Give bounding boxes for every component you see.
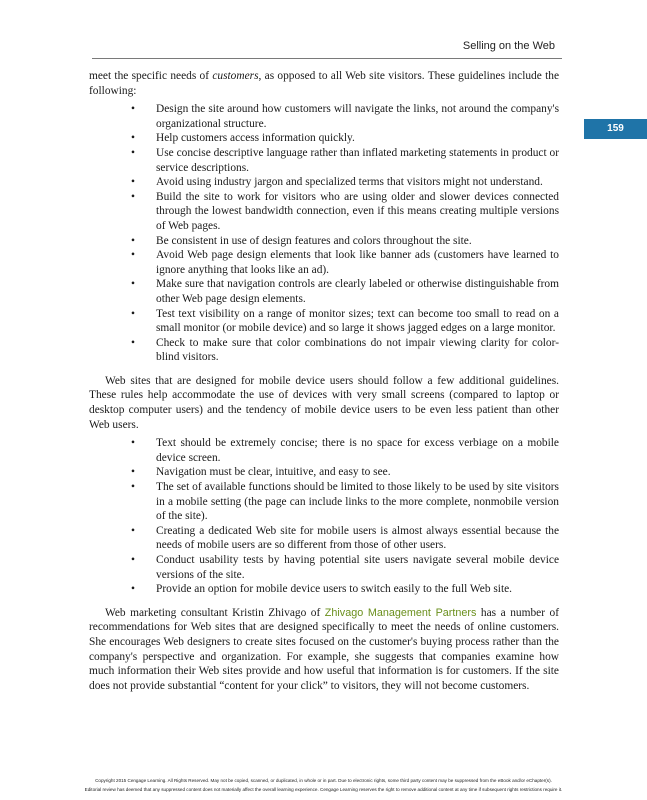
- list-item: • Check to make sure that color combinations do not impair viewing clarity for color-blind visitors.: [156, 336, 559, 365]
- copyright-line-2: Editorial review has deemed that any suppressed content does not materially affect the overall learning experience. Cengage Learning reserves the right to remove additional content at any time if subsequent rights restrictions require it.: [84, 786, 563, 792]
- intro-emphasis: customers: [212, 70, 259, 82]
- page-number-tab: 159: [584, 119, 647, 139]
- mobile-intro-paragraph: Web sites that are designed for mobile device users should follow a few additional guidelines. These rules help accommodate the use of devices with very small screens (compared to laptop or desktop computer users) and the tendency of mobile device users to be even less patient than other Web users.: [89, 374, 559, 431]
- copyright-line-1: Copyright 2015 Cengage Learning. All Rights Reserved. May not be copied, scanned, or duplicated, in whole or in part. Due to electronic rights, some third party content may be suppressed from the eBook and/or eChapter(s).: [95, 778, 552, 783]
- list-item: • Use concise descriptive language rather than inflated marketing statements in product or service descriptions.: [156, 146, 559, 175]
- zhivago-partners-link[interactable]: Zhivago Management Partners: [324, 606, 477, 619]
- list-item: • Conduct usability tests by having potential site users navigate several mobile device versions of the site.: [156, 553, 559, 582]
- closing-paragraph: [89, 606, 559, 694]
- running-head: Selling on the Web: [462, 40, 555, 52]
- list-item: • Avoid using industry jargon and specialized terms that visitors might not understand.: [156, 175, 559, 190]
- list-item: • The set of available functions should be limited to those likely to be used by site visitors in a mobile setting (the page can include links to the more complete, nonmobile version of the site).: [156, 480, 559, 524]
- list-item: • Design the site around how customers will navigate the links, not around the company's organizational structure.: [156, 102, 559, 131]
- list-item: • Make sure that navigation controls are clearly labeled or otherwise distinguishable from other Web page design elements.: [156, 277, 559, 306]
- list-item: • Test text visibility on a range of monitor sizes; text can become too small to read on a small monitor (or mobile device) and so large it shows jagged edges on a large monitor.: [156, 307, 559, 336]
- intro-text-end: , as opposed to all Web site visitors. These guidelines include the following:: [89, 70, 560, 97]
- guidelines-list: [89, 102, 559, 365]
- list-item: • Navigation must be clear, intuitive, and easy to see.: [156, 465, 559, 480]
- closing-text-start: Web marketing consultant Kristin Zhivago of: [105, 606, 325, 619]
- list-item: • Avoid Web page design elements that look like banner ads (customers have learned to ignore anything that looks like an ad).: [156, 248, 559, 277]
- list-item: • Provide an option for mobile device users to switch easily to the full Web site.: [156, 582, 559, 597]
- closing-text-end: has a number of recommendations for Web sites that are designed specifically to meet the needs of online customers. She encourages Web designers to create sites focused on the customer's buying process rather than the company's perspective and organization. For example, she suggests that companies examine how much information their Web sites provide and how useful that information is for customers. If the site does not provide substantial “content for your click” to visitors, they will not become customers.: [89, 606, 559, 692]
- body-text: [89, 69, 559, 693]
- copyright-footer: [0, 777, 647, 794]
- intro-paragraph: [89, 69, 559, 98]
- list-item: • Creating a dedicated Web site for mobile users is almost always essential because the needs of mobile users are so different from those of other users.: [156, 524, 559, 553]
- header-rule: [92, 58, 562, 59]
- list-item: • Text should be extremely concise; there is no space for excess verbiage on a mobile device screen.: [156, 436, 559, 465]
- list-item: • Build the site to work for visitors who are using older and slower devices connected through the lowest bandwidth connection, even if this means creating multiple versions of Web pages.: [156, 190, 559, 234]
- intro-text-start: meet the specific needs of: [89, 70, 213, 82]
- list-item: • Be consistent in use of design features and colors throughout the site.: [156, 234, 559, 249]
- mobile-rules-list: [89, 436, 559, 597]
- list-item: • Help customers access information quickly.: [156, 131, 559, 146]
